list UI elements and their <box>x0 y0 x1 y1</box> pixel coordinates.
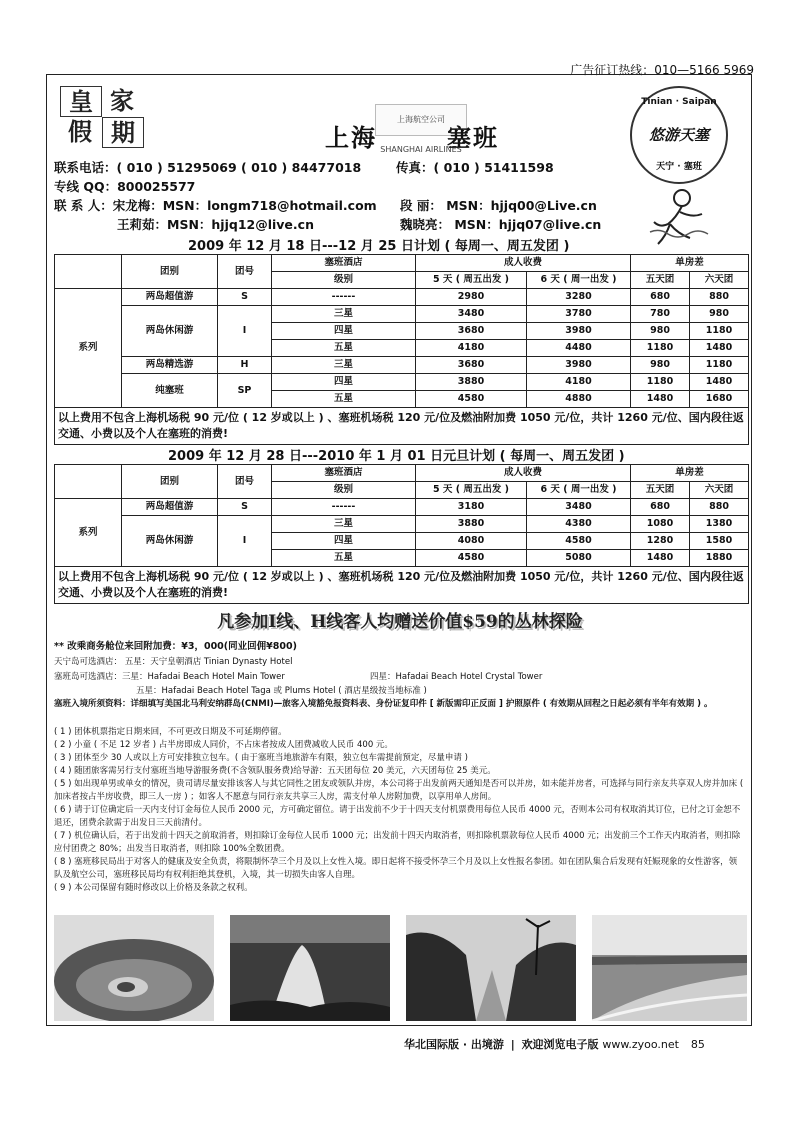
header-hotel: 塞班酒店 <box>272 465 416 482</box>
header-5day-tour: 五天团 <box>631 482 690 499</box>
cell-level: 五星 <box>272 340 416 357</box>
cell-price-6day: 4880 <box>527 391 631 408</box>
cell-price-6day: 3480 <box>527 499 631 516</box>
header-single-supplement: 单房差 <box>631 255 749 272</box>
upgrade-fee: ** 改乘商务舱位来回附加费：¥3，000(同业回佣¥800) <box>54 641 297 652</box>
page-number: 85 <box>690 1038 705 1051</box>
header-tuanbie: 团别 <box>122 465 218 499</box>
cell-single-5day: 1280 <box>631 533 690 550</box>
cell-code: S <box>218 289 272 306</box>
cell-single-6day: 1480 <box>690 340 749 357</box>
header-single-supplement: 单房差 <box>631 465 749 482</box>
header-6day-tour: 六天团 <box>690 272 749 289</box>
cell-single-6day: 1880 <box>690 550 749 567</box>
plan1-price-table <box>54 254 749 445</box>
saipan-hotels-4star: 四星：Hafadai Beach Hotel Crystal Tower <box>370 672 543 682</box>
table-row <box>55 357 749 374</box>
cell-level: ------ <box>272 499 416 516</box>
table-header-row <box>55 255 749 272</box>
cell-single-6day: 980 <box>690 306 749 323</box>
cell-price-6day: 4480 <box>527 340 631 357</box>
table-cell <box>55 255 122 289</box>
cell-price-6day: 4580 <box>527 533 631 550</box>
footer-url-link[interactable]: www.zyoo.net <box>602 1038 679 1051</box>
header-level: 级别 <box>272 272 416 289</box>
logo-char: 家 <box>110 86 134 115</box>
plan1-title: 2009 年 12 月 18 日---12 月 25 日计划 ( 每周一、周五发团 ) <box>188 239 570 254</box>
plan2-title: 2009 年 12 月 28 日---2010 年 1 月 01 日元旦计划 ( 每周一、周五发团 ) <box>168 449 625 464</box>
plan1-fee-note: 以上费用不包含上海机场税 90 元/位 ( 12 岁或以上 ) 、塞班机场税 120 元/位及燃油附加费 1050 元/位，共计 1260 元/位、国内段往返交通、小费以及个人在塞班的消费! <box>55 408 749 445</box>
page-title <box>325 118 499 153</box>
list-item: ( 6 ) 请于订位确定后一天内支付订金每位人民币 2000 元，方可确定留位。请于出发前不少于十四天支付机票费用每位人民币 4000 元，否则本公司有权取消其订位，已付之订金恕不退还，团费余款需于出发日三天前清付。 <box>54 805 741 828</box>
cell-price-5day: 4580 <box>416 550 527 567</box>
cell-single-6day: 1380 <box>690 516 749 533</box>
cell-single-6day: 1180 <box>690 357 749 374</box>
photo-blowhole-spray <box>230 915 390 1021</box>
footer-edition: 华北国际版 · 出境游 <box>404 1038 504 1051</box>
stamp-top-text: Tinian · Saipan <box>641 97 717 107</box>
cell-price-5day: 3880 <box>416 374 527 391</box>
list-item: ( 1 ) 团体机票指定日期来回，不可更改日期及不可延期停留。 <box>54 727 287 737</box>
header-tuanhao: 团号 <box>218 465 272 499</box>
cell-group: 两岛休闲游 <box>122 516 218 567</box>
cell-single-5day: 1180 <box>631 340 690 357</box>
cell-code: I <box>218 516 272 567</box>
contact-person-4: 魏晓亮： MSN：hjjq07@live.cn <box>400 217 602 232</box>
cell-single-6day: 1580 <box>690 533 749 550</box>
cell-price-5day: 3480 <box>416 306 527 323</box>
series-label: 系列 <box>55 289 122 408</box>
cell-price-5day: 3680 <box>416 323 527 340</box>
photo-ocean-wake <box>592 915 747 1021</box>
contact-person-2: 段 丽： MSN：hjjq00@Live.cn <box>400 198 597 213</box>
cell-price-6day: 3980 <box>527 323 631 340</box>
cell-single-5day: 680 <box>631 499 690 516</box>
header-6day: 6 天 ( 周一出发 ) <box>527 482 631 499</box>
photo-jungle-road <box>406 915 576 1021</box>
cell-single-6day: 880 <box>690 289 749 306</box>
header-hotel: 塞班酒店 <box>272 255 416 272</box>
list-item: ( 8 ) 塞班移民局出于对客人的健康及安全负责，将限制怀孕三个月及以上女性入境。即日起将不接受怀孕三个月及以上女性报名参团。如在团队集合后发现有妊娠现象的女性游客，领队及航空公司，塞班移民局均有权利拒绝其登机，入境，其一切损失由客人自理。 <box>54 857 738 880</box>
header-adult-fee: 成人收费 <box>416 255 631 272</box>
tinian-saipan-stamp <box>630 86 728 184</box>
photo-aerial-island <box>54 915 214 1021</box>
cell-price-5day: 4180 <box>416 340 527 357</box>
cell-single-6day: 1680 <box>690 391 749 408</box>
plan2-fee-note: 以上费用不包含上海机场税 90 元/位 ( 12 岁或以上 ) 、塞班机场税 120 元/位及燃油附加费 1050 元/位，共计 1260 元/位、国内段往返交通、小费以及个人在塞班的消费! <box>55 567 749 604</box>
cell-code: S <box>218 499 272 516</box>
tinian-hotels: 天宁岛可选酒店： 五星：天宁皇朝酒店 Tinian Dynasty Hotel <box>54 657 293 667</box>
cell-price-5day: 4080 <box>416 533 527 550</box>
cell-level: 四星 <box>272 374 416 391</box>
list-item: ( 7 ) 机位确认后，若于出发前十四天之前取消者，则扣除订金每位人民币 1000 元；出发前十四天内取消者，则扣除机票款每位人民币 4000 元；出发前三个工作天内取消者，则扣除应付团费之 80%；出发当日取消者，则扣除 100%全数团费。 <box>54 831 741 854</box>
list-item: ( 4 ) 随团旅客需另行支付塞班当地导游服务费(不含领队服务费)给导游：五天团每位 20 美元，六天团每位 25 美元。 <box>54 766 496 776</box>
cell-level: 四星 <box>272 533 416 550</box>
stamp-bottom-text: 天宁 · 塞班 <box>656 162 702 172</box>
cell-price-5day: 4580 <box>416 391 527 408</box>
cell-price-6day: 4180 <box>527 374 631 391</box>
contact-qq: 专线 QQ：800025577 <box>54 179 196 194</box>
table-row <box>55 374 749 391</box>
list-item: ( 2 ) 小童 ( 不足 12 岁者 ) 占半房即成人同价，不占床者按成人团费减收人民币 400 元。 <box>54 740 393 750</box>
cell-group: 两岛精选游 <box>122 357 218 374</box>
stamp-center-text: 悠游天塞 <box>648 126 709 144</box>
cell-group: 两岛超值游 <box>122 499 218 516</box>
footer-separator: | <box>510 1038 515 1051</box>
cell-single-5day: 980 <box>631 323 690 340</box>
title-origin: 上海 <box>325 124 377 152</box>
footer <box>404 1036 705 1052</box>
title-destination: 塞班 <box>447 124 499 152</box>
table-note-row <box>55 567 749 604</box>
cell-level: 四星 <box>272 323 416 340</box>
list-item: ( 3 ) 团体至少 30 人或以上方可安排独立包车。( 由于塞班当地旅游车有限，独立包车需提前预定，尽量申请 ) <box>54 753 468 763</box>
cell-price-5day: 2980 <box>416 289 527 306</box>
cell-single-5day: 680 <box>631 289 690 306</box>
list-item: ( 5 ) 如出现单男或单女的情况，贵司请尽量安排该客人与其它同性之团友或领队并房，本公司将于出发前两天通知是否可以并房，如未能并房者，可选择与同行亲友共享双人房并加床 ( 加床者按占半房收费，即三人一房 ) ；如客人不愿意与同行亲友共享三人房，需支付单人房附加费，以享用单人房间。 <box>54 779 744 802</box>
cell-price-6day: 3780 <box>527 306 631 323</box>
header-6day: 6 天 ( 周一出发 ) <box>527 272 631 289</box>
cell-single-6day: 1180 <box>690 323 749 340</box>
cell-single-6day: 1480 <box>690 374 749 391</box>
contact-person-1: 联 系 人：宋龙梅：MSN：longm718@hotmail.com <box>54 198 377 213</box>
cell-group: 两岛休闲游 <box>122 306 218 357</box>
cell-price-5day: 3180 <box>416 499 527 516</box>
cell-single-5day: 980 <box>631 357 690 374</box>
cell-group: 两岛超值游 <box>122 289 218 306</box>
cell-price-6day: 5080 <box>527 550 631 567</box>
logo-char: 皇 <box>60 86 102 117</box>
saipan-hotels-3star: 塞班岛可选酒店：三星：Hafadai Beach Hotel Main Tower <box>54 672 285 682</box>
cell-group: 纯塞班 <box>122 374 218 408</box>
cell-price-5day: 3680 <box>416 357 527 374</box>
cell-price-5day: 3880 <box>416 516 527 533</box>
swimmer-illustration <box>648 188 710 248</box>
ad-hotline: 广告征订热线：010—5166 5969 <box>570 63 754 77</box>
cell-code: SP <box>218 374 272 408</box>
cell-single-5day: 780 <box>631 306 690 323</box>
header-tuanbie: 团别 <box>122 255 218 289</box>
cell-price-6day: 3280 <box>527 289 631 306</box>
table-row <box>55 306 749 323</box>
cell-single-6day: 880 <box>690 499 749 516</box>
header-level: 级别 <box>272 482 416 499</box>
cell-single-5day: 1080 <box>631 516 690 533</box>
footer-tagline: 欢迎浏览电子版 <box>521 1038 599 1051</box>
airline-logo: 上海航空公司 SHANGHAI AIRLINES <box>375 104 467 136</box>
cell-level: 三星 <box>272 516 416 533</box>
header-adult-fee: 成人收费 <box>416 465 631 482</box>
header-5day: 5 天 ( 周五出发 ) <box>416 272 527 289</box>
header-5day: 5 天 ( 周五出发 ) <box>416 482 527 499</box>
cell-level: ------ <box>272 289 416 306</box>
cell-single-5day: 1480 <box>631 550 690 567</box>
header-tuanhao: 团号 <box>218 255 272 289</box>
cell-level: 五星 <box>272 550 416 567</box>
list-item: ( 9 ) 本公司保留有随时修改以上价格及条款之权利。 <box>54 883 253 893</box>
plan2-price-table <box>54 464 749 604</box>
cell-level: 三星 <box>272 357 416 374</box>
table-header-row <box>55 465 749 482</box>
table-row <box>55 289 749 306</box>
promo-banner: 凡参加I线、H线客人均赠送价值$59的丛林探险 <box>217 612 583 632</box>
table-row <box>55 516 749 533</box>
saipan-hotels-5star: 五星：Hafadai Beach Hotel Taga 或 Plums Hotel ( 酒店星级按当地标准 ) <box>136 686 427 696</box>
cell-level: 三星 <box>272 306 416 323</box>
contact-fax: 传真：( 010 ) 51411598 <box>396 160 554 175</box>
cell-code: I <box>218 306 272 357</box>
contact-phone: 联系电话：( 010 ) 51295069 ( 010 ) 84477018 <box>54 160 362 175</box>
logo-char: 期 <box>102 117 144 148</box>
header-5day-tour: 五天团 <box>631 272 690 289</box>
cell-code: H <box>218 357 272 374</box>
series-label: 系列 <box>55 499 122 567</box>
brand-logo <box>60 86 142 146</box>
terms-list <box>54 726 744 895</box>
cell-price-6day: 3980 <box>527 357 631 374</box>
cell-price-6day: 4380 <box>527 516 631 533</box>
header-6day-tour: 六天团 <box>690 482 749 499</box>
cell-single-5day: 1480 <box>631 391 690 408</box>
cell-level: 五星 <box>272 391 416 408</box>
cell-single-5day: 1180 <box>631 374 690 391</box>
table-row <box>55 499 749 516</box>
logo-char: 假 <box>68 117 92 146</box>
entry-documents: 塞班入境所须资料：详细填写美国北马利安纳群岛(CNMI)—旅客入境豁免报资料表、身份证复印件 [ 新版需印正反面 ] 护照原件 ( 有效期从回程之日起必须有半年有效期 ) 。 <box>54 699 713 709</box>
table-note-row <box>55 408 749 445</box>
table-cell <box>55 465 122 499</box>
contact-person-3: 王莉茹：MSN：hjjq12@live.cn <box>117 217 314 232</box>
